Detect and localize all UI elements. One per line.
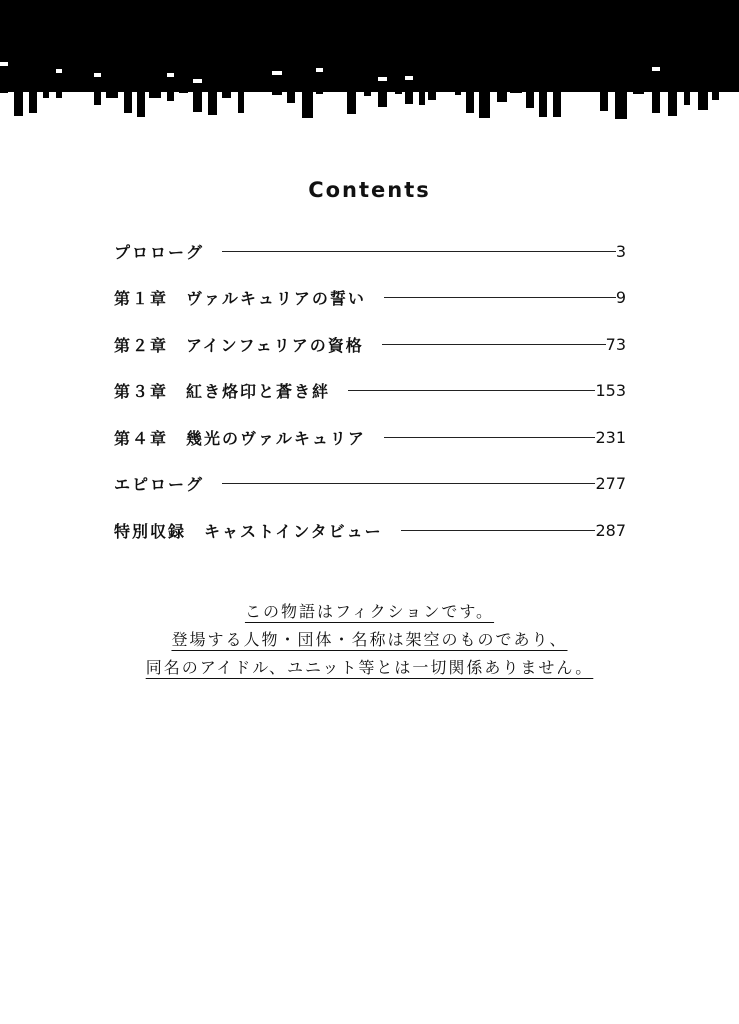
skyline-bar: [149, 88, 161, 98]
skyline-bar: [167, 79, 174, 101]
skyline-bar: [722, 88, 734, 92]
skyline-bar: [364, 88, 371, 96]
skyline-bar: [137, 88, 145, 117]
skyline-bar: [222, 88, 231, 98]
skyline-bar: [652, 73, 660, 113]
disclaimer-line-1: この物語はフィクションです。: [244, 602, 495, 621]
skyline-gap: [56, 69, 62, 73]
skyline-bar: [698, 88, 708, 110]
toc-leader-line: [401, 530, 596, 531]
disclaimer-line-2: 登場する人物・団体・名称は架空のものであり、: [171, 630, 568, 649]
skyline-bar: [29, 88, 37, 113]
toc-subtitle: ヴァルキュリアの誓い: [186, 289, 366, 309]
toc-leader-line: [348, 390, 595, 391]
toc-page-number: 153: [595, 381, 626, 401]
toc-chapter: エピローグ: [114, 475, 205, 495]
toc-page-number: 277: [595, 474, 626, 494]
skyline-bar: [94, 79, 101, 105]
toc-subtitle: アインフェリアの資格: [186, 335, 364, 355]
skyline-bar: [179, 88, 188, 93]
skyline-bar: [378, 83, 387, 107]
skyline-gap: [0, 62, 8, 66]
skyline-bar: [43, 88, 49, 98]
skyline-bar: [405, 82, 413, 104]
toc-row[interactable]: [114, 228, 626, 275]
skyline-bar: [316, 74, 323, 94]
toc-chapter: プロローグ: [114, 242, 205, 262]
skyline-bar: [272, 77, 282, 95]
skyline-bar: [124, 88, 132, 113]
toc-row[interactable]: [114, 414, 626, 461]
skyline-bar: [208, 88, 217, 115]
fiction-disclaimer: [0, 598, 739, 682]
skyline-bar: [302, 88, 313, 118]
toc-subtitle: 紅き烙印と蒼き絆: [186, 382, 331, 402]
toc-page-number: 231: [595, 427, 626, 447]
skyline-gap: [316, 68, 323, 72]
skyline-bar: [419, 88, 425, 105]
skyline-gap: [652, 67, 660, 71]
skyline-bar: [466, 88, 474, 113]
toc-leader-line: [384, 297, 616, 298]
skyline-bar: [684, 88, 690, 105]
toc-subtitle: キャストインタビュー: [204, 521, 383, 541]
toc-subtitle: 幾光のヴァルキュリア: [186, 428, 366, 448]
skyline-bar: [347, 88, 356, 114]
toc-page-number: 3: [615, 241, 626, 261]
skyline-bar: [600, 88, 608, 111]
toc-chapter: 第３章: [114, 382, 169, 402]
toc-chapter: 第４章: [114, 428, 169, 448]
skyline-gap: [193, 79, 202, 83]
skyline-gap: [167, 73, 174, 77]
skyline-gap: [94, 73, 101, 77]
toc-row[interactable]: [114, 507, 626, 554]
skyline-bar: [455, 88, 461, 95]
toc-leader-line: [382, 344, 606, 345]
skyline-bar: [395, 88, 402, 94]
skyline-bar: [106, 88, 118, 98]
skyline-bar: [539, 88, 547, 117]
skyline-bar: [287, 88, 295, 103]
toc-chapter: 特別収録: [114, 521, 187, 541]
toc-leader-line: [222, 483, 595, 484]
toc-chapter: 第１章: [114, 289, 169, 309]
skyline-bar: [428, 88, 436, 100]
skyline-bar: [14, 88, 23, 116]
skyline-gap: [272, 71, 282, 75]
toc-leader-line: [222, 251, 616, 252]
skyline-gap: [378, 77, 387, 81]
skyline-bar: [497, 88, 507, 102]
skyline-bar: [0, 68, 8, 93]
toc-leader-line: [384, 437, 596, 438]
toc-page-number: 9: [615, 288, 626, 308]
toc-row[interactable]: [114, 321, 626, 368]
disclaimer-line-3: 同名のアイドル、ユニット等とは一切関係ありません。: [145, 658, 594, 677]
skyline-bar: [668, 88, 677, 116]
skyline-bar: [712, 88, 719, 100]
toc-page-number: 287: [595, 520, 626, 540]
toc-row[interactable]: [114, 275, 626, 322]
skyline-bar: [479, 88, 490, 118]
table-of-contents: [114, 228, 626, 554]
skyline-bar: [443, 88, 449, 92]
skyline-bar: [633, 88, 644, 94]
skyline-bar: [615, 88, 627, 119]
skyline-bar: [238, 88, 244, 113]
toc-chapter: 第２章: [114, 335, 169, 355]
skyline-bar: [193, 85, 202, 112]
toc-row[interactable]: [114, 368, 626, 415]
skyline-bar: [526, 88, 534, 108]
toc-page-number: 73: [605, 334, 626, 354]
toc-row[interactable]: [114, 461, 626, 508]
contents-title: Contents: [308, 178, 431, 202]
skyline-gap: [405, 76, 413, 80]
skyline-bar: [510, 88, 522, 93]
skyline-bar: [553, 88, 561, 117]
skyline-bar: [56, 75, 62, 98]
skyline-header-graphic: [0, 0, 739, 130]
